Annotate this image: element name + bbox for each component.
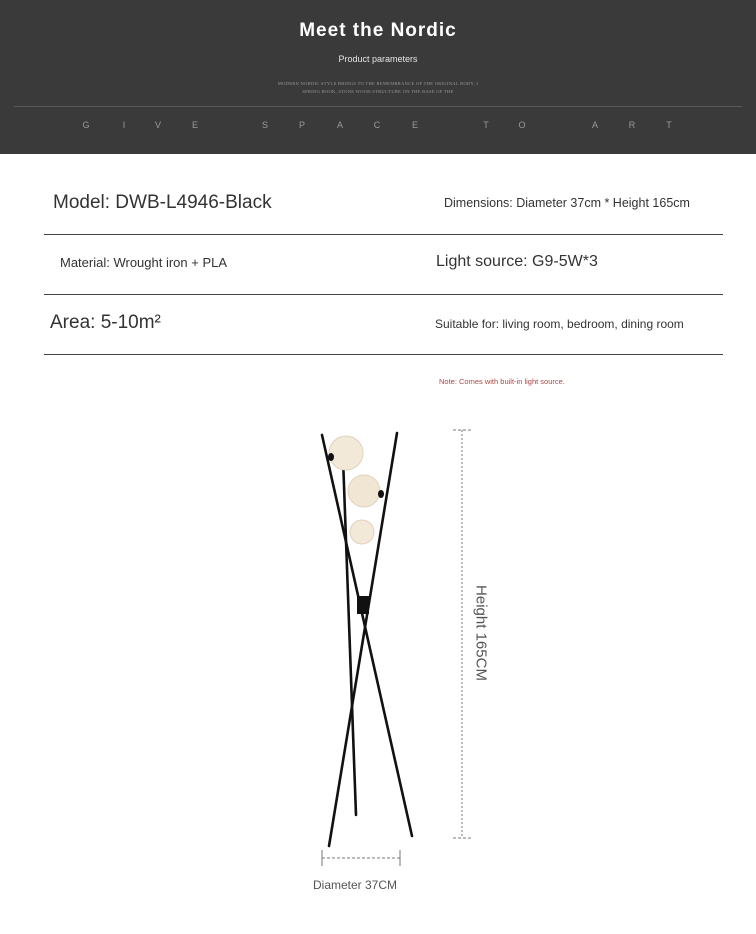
slogan-letter: P [298,120,306,130]
slogan-letter: E [191,120,199,130]
slogan-letter: T [483,120,489,130]
slogan-letter: A [336,120,344,130]
slogan-letter: V [154,120,162,130]
slogan-letter: I [122,120,126,130]
spec-light-source: Light source: G9-5W*3 [436,253,598,270]
lamp-socket [378,490,384,498]
spec-area: Area: 5-10m² [50,312,161,333]
height-label: Height 165CM [472,585,490,681]
slogan-letter: E [411,120,419,130]
page-subtitle: Product parameters [338,54,418,64]
shade-globe-top [329,436,363,470]
shade-globe-bottom [350,520,374,544]
spec-note: Note: Comes with built-in light source. [439,377,565,386]
spec-suitable-for: Suitable for: living room, bedroom, dining room [435,317,684,331]
lamp-shades [329,436,380,544]
slogan-letter: R [628,120,636,130]
lamp-leg-center [343,458,356,815]
slogan-letter: O [518,120,526,130]
lamp-joint [357,596,369,614]
spec-material: Material: Wrought iron + PLA [60,255,228,270]
diameter-label: Diameter 37CM [312,878,398,892]
slogan-letter: S [261,120,269,130]
diameter-dimension [322,850,400,866]
shade-globe-middle [348,475,380,507]
slogan-letter: C [373,120,381,130]
slogan-letter: A [591,120,599,130]
height-dimension [453,430,471,838]
fine-print-line-1: MODERN NORDIC STYLE BRINGS TO THE REMEMBRANCE OF THE ORIGINAL BODY, I [277,81,479,86]
page-title: Meet the Nordic [299,20,457,41]
lamp-socket [328,453,334,461]
slogan-letter: T [666,120,672,130]
spec-model: Model: DWB-L4946-Black [53,192,272,213]
spec-dimensions: Dimensions: Diameter 37cm * Height 165cm [444,196,690,210]
fine-print-line-2: SPRING BOOK, STONE WOOD STRUCTURE ON THE BASE OF THE [302,89,454,94]
slogan-letter: G [82,120,90,130]
